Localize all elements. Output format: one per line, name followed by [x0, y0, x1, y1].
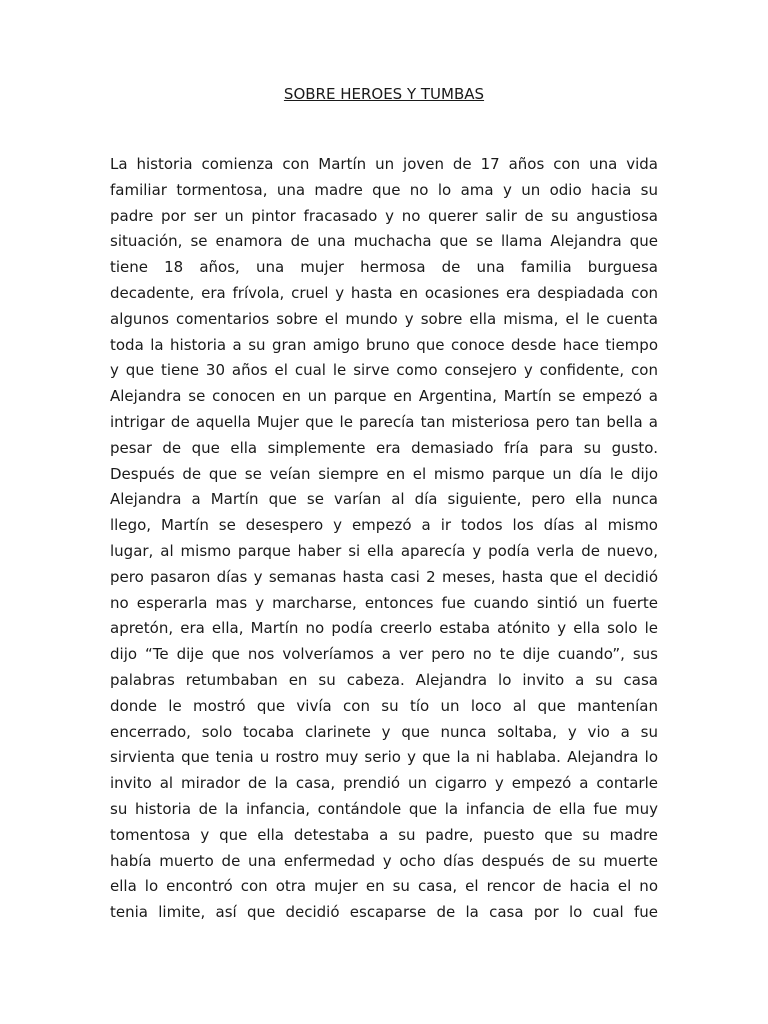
document-body: [110, 154, 658, 928]
text-line: pesar de que ella simplemente era demasiado fría para su gusto.: [110, 438, 658, 457]
text-line: La historia comienza con Martín un joven de 17 años con una vida: [110, 155, 658, 173]
text-line: Después de que se veían siempre en el mismo parque un día le dijo: [110, 464, 658, 483]
text-line: Alejandra a Martín que se varían al día siguiente, pero ella nunca: [110, 490, 658, 509]
text-line: toda la historia a su gran amigo bruno que conoce desde hace tiempo: [110, 335, 658, 354]
text-line: tomentosa y que ella detestaba a su padre, puesto que su madre: [110, 825, 658, 844]
text-line: intrigar de aquella Mujer que le parecía tan misteriosa pero tan bella a: [110, 412, 658, 431]
text-line: Alejandra se conocen en un parque en Argentina, Martín se empezó a: [110, 387, 658, 406]
text-line: no esperarla mas y marcharse, entonces fue cuando sintió un fuerte: [110, 593, 658, 612]
text-line: tenia limite, así que decidió escaparse de la casa por lo cual fue: [110, 903, 658, 922]
text-line: decadente, era frívola, cruel y hasta en ocasiones era despiadada con: [110, 283, 658, 302]
text-line: su historia de la infancia, contándole que la infancia de ella fue muy: [110, 799, 658, 818]
text-line: encerrado, solo tocaba clarinete y que nunca soltaba, y vio a su: [110, 722, 658, 741]
text-line: donde le mostró que vivía con su tío un loco al que mantenían: [110, 696, 658, 715]
text-line: situación, se enamora de una muchacha que se llama Alejandra que: [110, 232, 658, 251]
text-line: familiar tormentosa, una madre que no lo ama y un odio hacia su: [110, 180, 658, 199]
text-line: lugar, al mismo parque haber si ella aparecía y podía verla de nuevo,: [110, 541, 658, 560]
text-line: palabras retumbaban en su cabeza. Alejandra lo invito a su casa: [110, 670, 658, 689]
document-title: SOBRE HEROES Y TUMBAS: [283, 85, 485, 103]
text-line: y que tiene 30 años el cual le sirve como consejero y confidente, con: [110, 361, 658, 380]
text-line: ella lo encontró con otra mujer en su casa, el rencor de hacia el no: [110, 877, 658, 896]
text-line: llego, Martín se desespero y empezó a ir todos los días al mismo: [110, 516, 658, 535]
text-line: tiene 18 años, una mujer hermosa de una familia burguesa: [110, 258, 658, 277]
text-line: sirvienta que tenia u rostro muy serio y que la ni hablaba. Alejandra lo: [110, 748, 658, 767]
text-line: dijo “Te dije que nos volveríamos a ver pero no te dije cuando”, sus: [110, 645, 658, 664]
text-line: padre por ser un pintor fracasado y no querer salir de su angustiosa: [110, 206, 658, 225]
text-line: invito al mirador de la casa, prendió un cigarro y empezó a contarle: [110, 774, 658, 793]
text-line: algunos comentarios sobre el mundo y sobre ella misma, el le cuenta: [110, 309, 658, 328]
text-line: apretón, era ella, Martín no podía creerlo estaba atónito y ella solo le: [110, 619, 658, 638]
text-line: pero pasaron días y semanas hasta casi 2 meses, hasta que el decidió: [110, 567, 658, 586]
text-line: había muerto de una enfermedad y ocho días después de su muerte: [110, 851, 658, 870]
